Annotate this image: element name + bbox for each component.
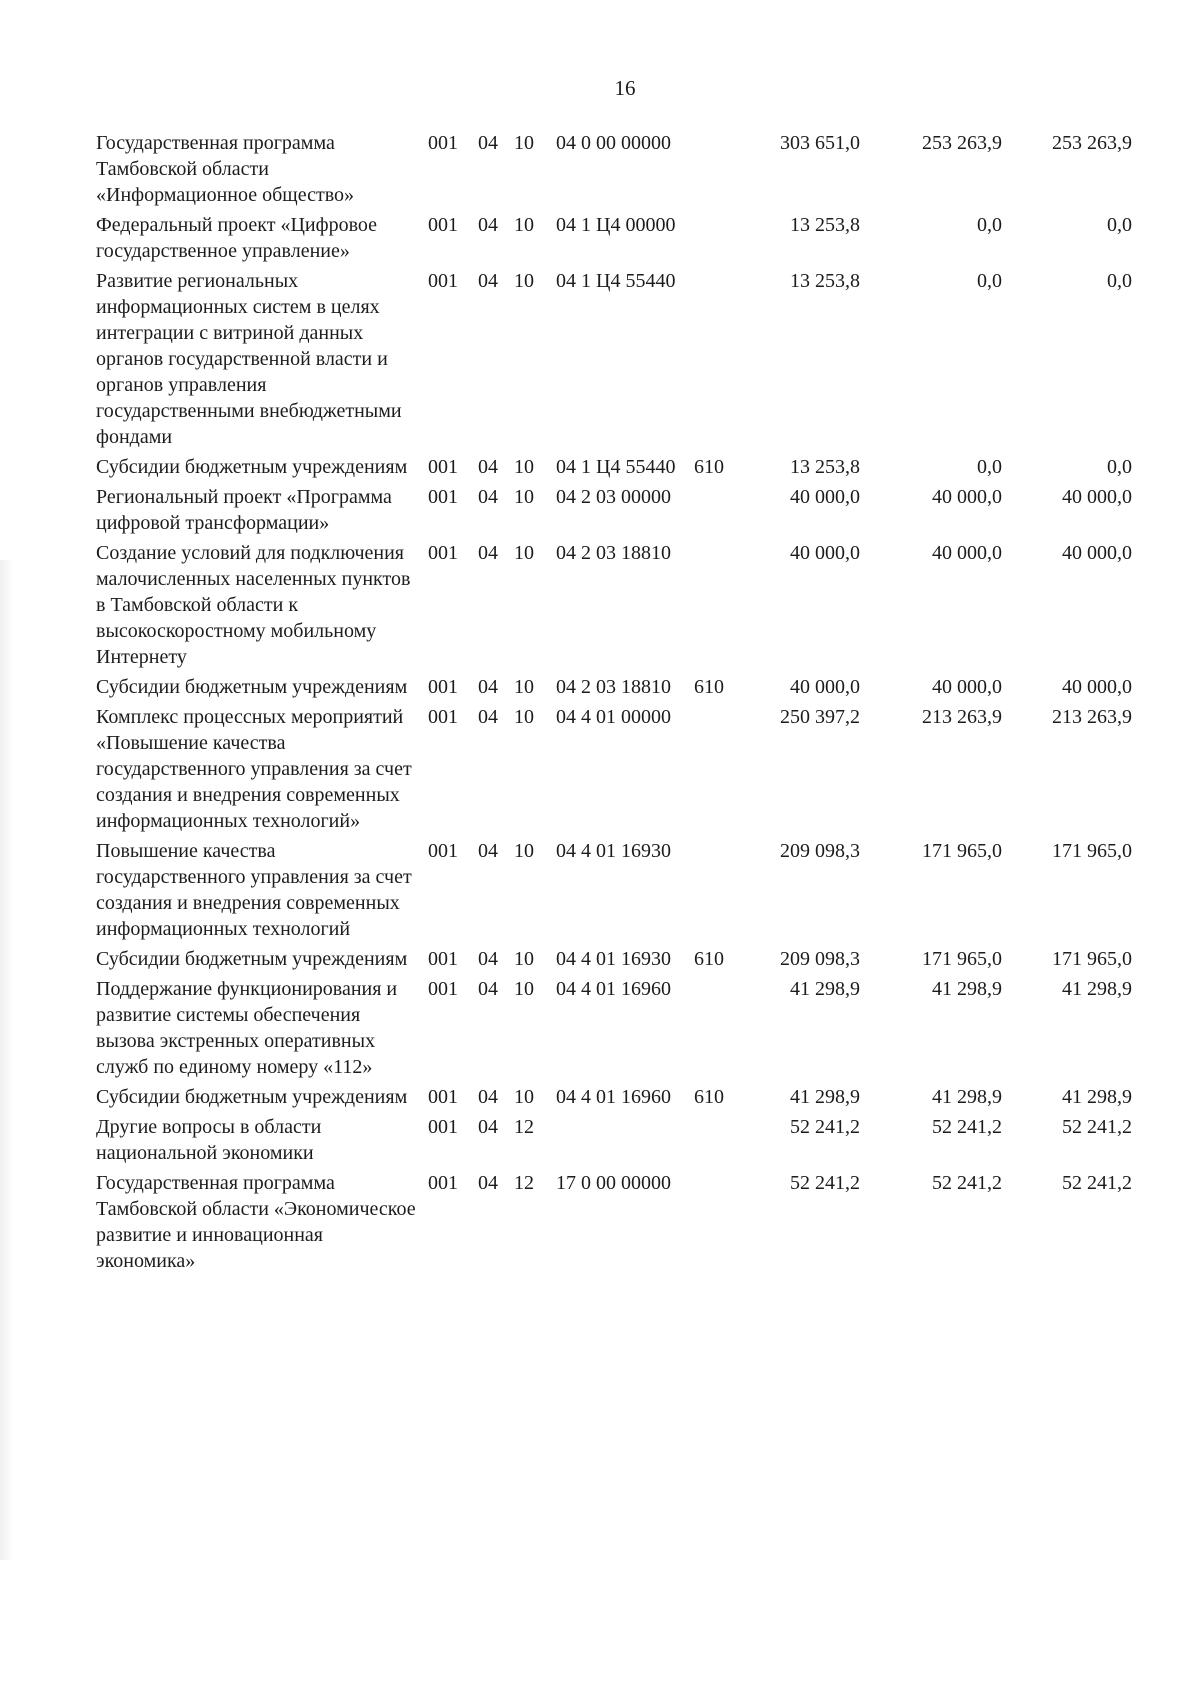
section-code: 04: [478, 542, 498, 564]
table-row: [96, 946, 1178, 972]
target-article-code: 04 2 03 18810: [556, 542, 671, 564]
row-name: Повышение качества государственного управления за счет создания и внедрения современных информационных технологий: [96, 840, 412, 940]
section-code: 04: [478, 1172, 498, 1194]
amount-year-2: 171 965,0: [922, 948, 1002, 970]
ministry-code: 001: [428, 1116, 458, 1138]
subsection-code: 10: [514, 978, 534, 1000]
amount-year-2: 253 263,9: [922, 132, 1002, 154]
amount-year-1: 40 000,0: [790, 676, 860, 698]
amount-year-1: 52 241,2: [790, 1172, 860, 1194]
amount-year-2: 41 298,9: [932, 1086, 1002, 1108]
amount-year-3: 41 298,9: [1062, 978, 1132, 1000]
target-article-code: 04 1 Ц4 00000: [556, 214, 676, 236]
amount-year-2: 40 000,0: [932, 676, 1002, 698]
amount-year-2: 171 965,0: [922, 840, 1002, 862]
row-name: Субсидии бюджетным учреждениям: [96, 456, 408, 478]
amount-year-2: 213 263,9: [922, 706, 1002, 728]
row-name: Региональный проект «Программа цифровой трансформации»: [96, 486, 392, 534]
expense-type-code: 610: [694, 676, 724, 698]
row-name: Государственная программа Тамбовской области «Информационное общество»: [96, 132, 355, 206]
amount-year-1: 41 298,9: [790, 1086, 860, 1108]
target-article-code: 17 0 00 00000: [556, 1172, 671, 1194]
section-code: 04: [478, 486, 498, 508]
section-code: 04: [478, 1086, 498, 1108]
amount-year-3: 0,0: [1107, 270, 1132, 292]
ministry-code: 001: [428, 676, 458, 698]
ministry-code: 001: [428, 132, 458, 154]
row-name: Комплекс процессных мероприятий «Повышение качества государственного управления за счет создания и внедрения современных информационных технологий»: [96, 706, 412, 832]
target-article-code: 04 2 03 18810: [556, 676, 671, 698]
section-code: 04: [478, 978, 498, 1000]
amount-year-3: 52 241,2: [1062, 1116, 1132, 1138]
table-row: [96, 1084, 1178, 1110]
section-code: 04: [478, 270, 498, 292]
amount-year-1: 209 098,3: [780, 840, 860, 862]
amount-year-1: 41 298,9: [790, 978, 860, 1000]
expense-type-code: 610: [694, 456, 724, 478]
expense-type-code: 610: [694, 948, 724, 970]
subsection-code: 10: [514, 840, 534, 862]
subsection-code: 10: [514, 456, 534, 478]
target-article-code: 04 1 Ц4 55440: [556, 270, 676, 292]
amount-year-1: 303 651,0: [780, 132, 860, 154]
ministry-code: 001: [428, 214, 458, 236]
section-code: 04: [478, 132, 498, 154]
row-name: Субсидии бюджетным учреждениям: [96, 948, 408, 970]
subsection-code: 10: [514, 948, 534, 970]
amount-year-3: 171 965,0: [1052, 948, 1132, 970]
amount-year-1: 13 253,8: [790, 456, 860, 478]
ministry-code: 001: [428, 486, 458, 508]
section-code: 04: [478, 676, 498, 698]
amount-year-1: 13 253,8: [790, 214, 860, 236]
row-name: Развитие региональных информационных систем в целях интеграции с витриной данных органов государственной власти и органов управления государственными внебюджетными фондами: [96, 270, 402, 448]
row-name: Государственная программа Тамбовской области «Экономическое развитие и инновационная экономика»: [96, 1172, 416, 1272]
table-row: [96, 976, 1178, 1080]
subsection-code: 10: [514, 706, 534, 728]
ministry-code: 001: [428, 1172, 458, 1194]
amount-year-2: 0,0: [977, 270, 1002, 292]
subsection-code: 12: [514, 1116, 534, 1138]
amount-year-1: 250 397,2: [780, 706, 860, 728]
ministry-code: 001: [428, 542, 458, 564]
section-code: 04: [478, 456, 498, 478]
subsection-code: 10: [514, 542, 534, 564]
page-number: 16: [614, 76, 636, 100]
table-row: [96, 268, 1178, 450]
row-name: Другие вопросы в области национальной экономики: [96, 1116, 322, 1164]
section-code: 04: [478, 1116, 498, 1138]
table-row: [96, 484, 1178, 536]
budget-table: [96, 130, 1178, 1278]
ministry-code: 001: [428, 456, 458, 478]
row-name: Поддержание функционирования и развитие системы обеспечения вызова экстренных оперативных служб по единому номеру «112»: [96, 978, 398, 1078]
amount-year-3: 40 000,0: [1062, 542, 1132, 564]
amount-year-2: 40 000,0: [932, 486, 1002, 508]
table-row: [96, 454, 1178, 480]
ministry-code: 001: [428, 840, 458, 862]
target-article-code: 04 4 01 16930: [556, 840, 671, 862]
table-row: [96, 212, 1178, 264]
subsection-code: 10: [514, 270, 534, 292]
target-article-code: 04 4 01 00000: [556, 706, 671, 728]
scan-edge-shadow: [0, 560, 14, 1560]
subsection-code: 12: [514, 1172, 534, 1194]
ministry-code: 001: [428, 270, 458, 292]
ministry-code: 001: [428, 948, 458, 970]
expense-type-code: 610: [694, 1086, 724, 1108]
ministry-code: 001: [428, 978, 458, 1000]
amount-year-3: 52 241,2: [1062, 1172, 1132, 1194]
row-name: Субсидии бюджетным учреждениям: [96, 676, 408, 698]
target-article-code: 04 2 03 00000: [556, 486, 671, 508]
target-article-code: 04 4 01 16930: [556, 948, 671, 970]
subsection-code: 10: [514, 486, 534, 508]
subsection-code: 10: [514, 132, 534, 154]
section-code: 04: [478, 948, 498, 970]
amount-year-2: 0,0: [977, 214, 1002, 236]
ministry-code: 001: [428, 1086, 458, 1108]
amount-year-3: 41 298,9: [1062, 1086, 1132, 1108]
target-article-code: 04 4 01 16960: [556, 1086, 671, 1108]
amount-year-3: 253 263,9: [1052, 132, 1132, 154]
amount-year-2: 41 298,9: [932, 978, 1002, 1000]
amount-year-1: 40 000,0: [790, 542, 860, 564]
table-row: [96, 130, 1178, 208]
amount-year-3: 171 965,0: [1052, 840, 1132, 862]
subsection-code: 10: [514, 676, 534, 698]
table-row: [96, 1114, 1178, 1166]
amount-year-3: 213 263,9: [1052, 706, 1132, 728]
amount-year-2: 0,0: [977, 456, 1002, 478]
table-row: [96, 1170, 1178, 1274]
section-code: 04: [478, 840, 498, 862]
target-article-code: 04 4 01 16960: [556, 978, 671, 1000]
amount-year-3: 40 000,0: [1062, 676, 1132, 698]
target-article-code: 04 0 00 00000: [556, 132, 671, 154]
section-code: 04: [478, 706, 498, 728]
amount-year-3: 0,0: [1107, 214, 1132, 236]
row-name: Субсидии бюджетным учреждениям: [96, 1086, 408, 1108]
table-row: [96, 674, 1178, 700]
amount-year-3: 0,0: [1107, 456, 1132, 478]
table-row: [96, 540, 1178, 670]
subsection-code: 10: [514, 214, 534, 236]
amount-year-2: 52 241,2: [932, 1172, 1002, 1194]
amount-year-1: 13 253,8: [790, 270, 860, 292]
amount-year-1: 209 098,3: [780, 948, 860, 970]
ministry-code: 001: [428, 706, 458, 728]
table-row: [96, 704, 1178, 834]
amount-year-2: 40 000,0: [932, 542, 1002, 564]
amount-year-1: 52 241,2: [790, 1116, 860, 1138]
amount-year-2: 52 241,2: [932, 1116, 1002, 1138]
subsection-code: 10: [514, 1086, 534, 1108]
target-article-code: 04 1 Ц4 55440: [556, 456, 676, 478]
section-code: 04: [478, 214, 498, 236]
table-row: [96, 838, 1178, 942]
row-name: Создание условий для подключения малочисленных населенных пунктов в Тамбовской области к высокоскоростному мобильному Интернету: [96, 542, 411, 668]
amount-year-1: 40 000,0: [790, 486, 860, 508]
amount-year-3: 40 000,0: [1062, 486, 1132, 508]
row-name: Федеральный проект «Цифровое государственное управление»: [96, 214, 378, 262]
